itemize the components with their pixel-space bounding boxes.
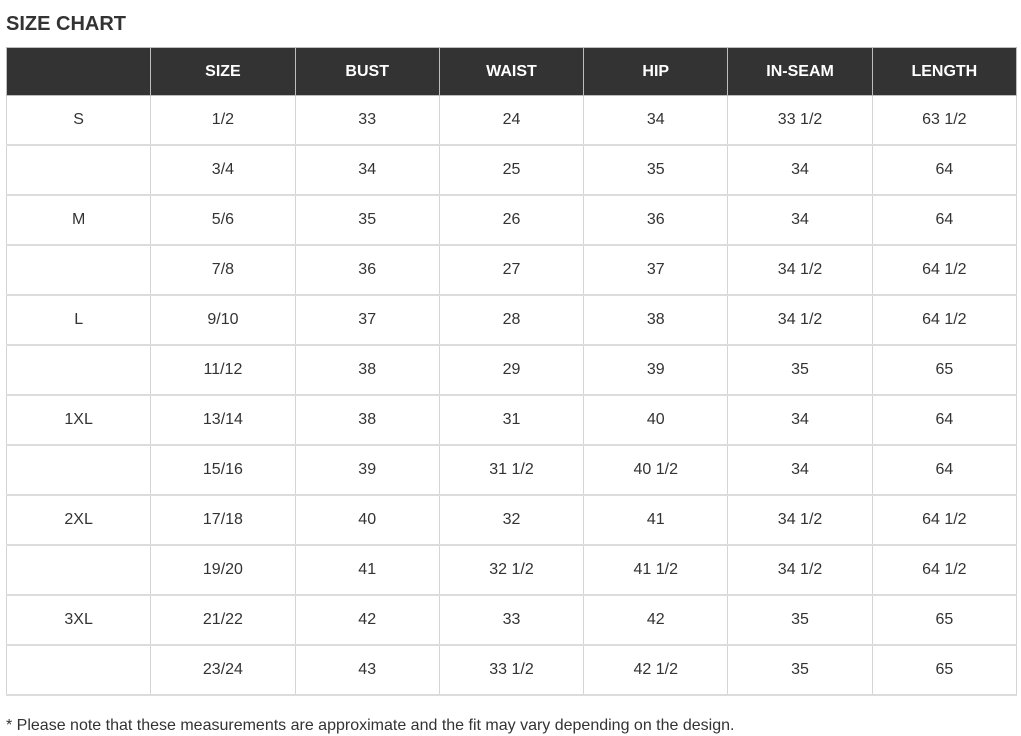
header-cell-hip: HIP	[584, 48, 728, 96]
page-title: SIZE CHART	[6, 13, 126, 35]
table-row	[7, 345, 1017, 395]
cell-waist: 28	[439, 295, 583, 345]
cell-category	[7, 445, 151, 495]
cell-bust: 33	[295, 96, 439, 146]
cell-bust: 38	[295, 345, 439, 395]
cell-length: 64	[872, 195, 1016, 245]
footnote: * Please note that these measurements are approximate and the fit may vary depending on the design.	[6, 717, 735, 734]
cell-waist: 33	[439, 595, 583, 645]
cell-category: 1XL	[7, 395, 151, 445]
cell-hip: 35	[584, 145, 728, 195]
cell-hip: 36	[584, 195, 728, 245]
cell-length: 63 1/2	[872, 96, 1016, 146]
table-row	[7, 645, 1017, 695]
cell-waist: 31	[439, 395, 583, 445]
cell-length: 65	[872, 645, 1016, 695]
cell-length: 64 1/2	[872, 545, 1016, 595]
cell-size: 23/24	[151, 645, 295, 695]
table-row	[7, 495, 1017, 545]
cell-length: 64 1/2	[872, 295, 1016, 345]
cell-category: 2XL	[7, 495, 151, 545]
table-row	[7, 195, 1017, 245]
table-row	[7, 545, 1017, 595]
cell-in-seam: 35	[728, 345, 872, 395]
cell-hip: 40	[584, 395, 728, 445]
cell-bust: 34	[295, 145, 439, 195]
table-row	[7, 145, 1017, 195]
cell-waist: 25	[439, 145, 583, 195]
cell-in-seam: 35	[728, 645, 872, 695]
cell-size: 1/2	[151, 96, 295, 146]
cell-bust: 41	[295, 545, 439, 595]
cell-waist: 32	[439, 495, 583, 545]
cell-waist: 31 1/2	[439, 445, 583, 495]
cell-in-seam: 35	[728, 595, 872, 645]
cell-size: 13/14	[151, 395, 295, 445]
cell-in-seam: 34 1/2	[728, 245, 872, 295]
cell-in-seam: 34 1/2	[728, 545, 872, 595]
cell-bust: 36	[295, 245, 439, 295]
cell-waist: 27	[439, 245, 583, 295]
cell-hip: 38	[584, 295, 728, 345]
cell-size: 9/10	[151, 295, 295, 345]
cell-category	[7, 545, 151, 595]
cell-category	[7, 245, 151, 295]
cell-in-seam: 33 1/2	[728, 96, 872, 146]
cell-bust: 37	[295, 295, 439, 345]
cell-waist: 24	[439, 96, 583, 146]
table-row	[7, 245, 1017, 295]
cell-hip: 37	[584, 245, 728, 295]
table-row	[7, 395, 1017, 445]
table-row	[7, 595, 1017, 645]
cell-length: 64 1/2	[872, 245, 1016, 295]
cell-in-seam: 34	[728, 445, 872, 495]
cell-bust: 42	[295, 595, 439, 645]
header-cell-category	[7, 48, 151, 96]
cell-length: 64	[872, 445, 1016, 495]
cell-category	[7, 645, 151, 695]
cell-hip: 42	[584, 595, 728, 645]
cell-waist: 29	[439, 345, 583, 395]
cell-category: S	[7, 96, 151, 146]
table-header	[7, 48, 1017, 96]
cell-in-seam: 34 1/2	[728, 495, 872, 545]
cell-in-seam: 34 1/2	[728, 295, 872, 345]
cell-length: 64	[872, 395, 1016, 445]
cell-size: 15/16	[151, 445, 295, 495]
table-row	[7, 295, 1017, 345]
cell-hip: 41 1/2	[584, 545, 728, 595]
cell-size: 3/4	[151, 145, 295, 195]
cell-size: 19/20	[151, 545, 295, 595]
cell-size: 5/6	[151, 195, 295, 245]
cell-bust: 35	[295, 195, 439, 245]
cell-length: 64 1/2	[872, 495, 1016, 545]
cell-category	[7, 145, 151, 195]
header-cell-in-seam: IN-SEAM	[728, 48, 872, 96]
cell-waist: 33 1/2	[439, 645, 583, 695]
cell-bust: 43	[295, 645, 439, 695]
cell-category: M	[7, 195, 151, 245]
cell-size: 17/18	[151, 495, 295, 545]
cell-length: 65	[872, 595, 1016, 645]
cell-in-seam: 34	[728, 145, 872, 195]
cell-bust: 38	[295, 395, 439, 445]
cell-bust: 40	[295, 495, 439, 545]
cell-category: 3XL	[7, 595, 151, 645]
header-cell-length: LENGTH	[872, 48, 1016, 96]
cell-size: 7/8	[151, 245, 295, 295]
size-chart-table	[6, 47, 1017, 696]
cell-hip: 40 1/2	[584, 445, 728, 495]
header-cell-size: SIZE	[151, 48, 295, 96]
cell-in-seam: 34	[728, 195, 872, 245]
cell-size: 21/22	[151, 595, 295, 645]
header-row	[7, 48, 1017, 96]
table-body	[7, 96, 1017, 696]
cell-in-seam: 34	[728, 395, 872, 445]
header-cell-waist: WAIST	[439, 48, 583, 96]
cell-length: 65	[872, 345, 1016, 395]
cell-size: 11/12	[151, 345, 295, 395]
cell-waist: 32 1/2	[439, 545, 583, 595]
cell-waist: 26	[439, 195, 583, 245]
cell-length: 64	[872, 145, 1016, 195]
cell-hip: 34	[584, 96, 728, 146]
header-cell-bust: BUST	[295, 48, 439, 96]
cell-category	[7, 345, 151, 395]
table-row	[7, 96, 1017, 146]
cell-category: L	[7, 295, 151, 345]
cell-hip: 42 1/2	[584, 645, 728, 695]
cell-hip: 39	[584, 345, 728, 395]
table-row	[7, 445, 1017, 495]
cell-hip: 41	[584, 495, 728, 545]
cell-bust: 39	[295, 445, 439, 495]
